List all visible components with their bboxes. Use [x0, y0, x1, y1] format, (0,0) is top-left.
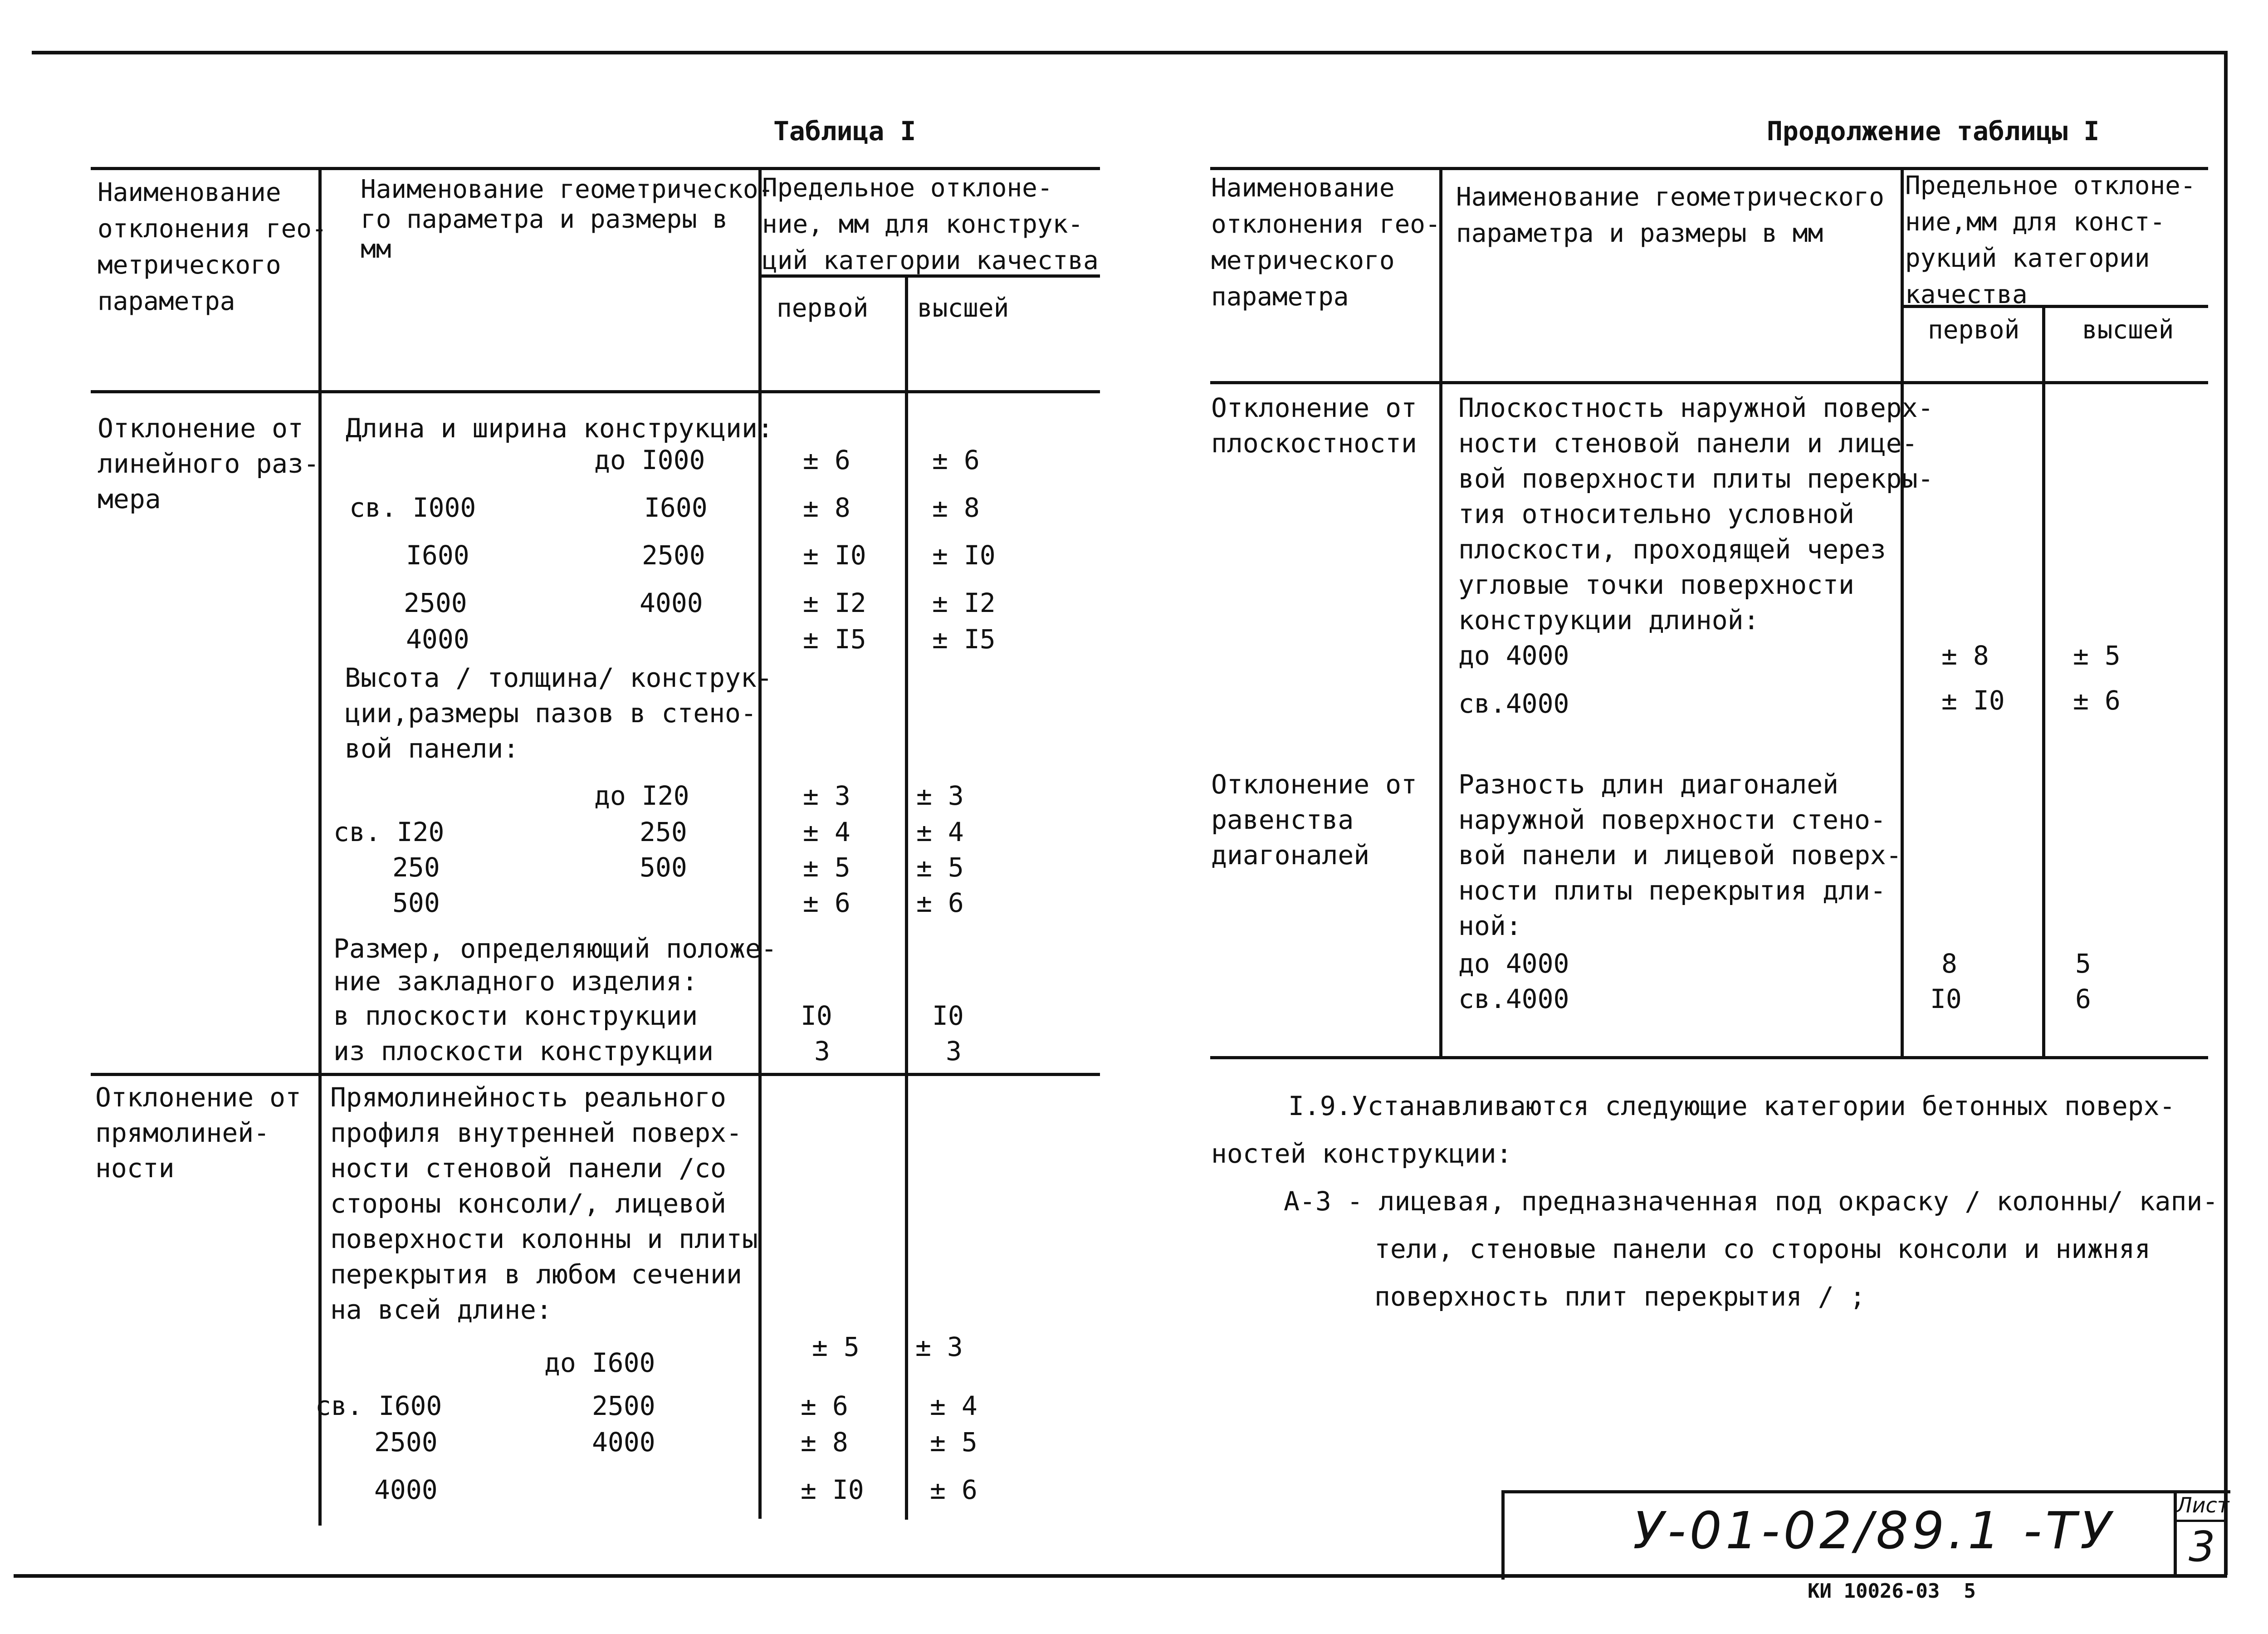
- left-s1-range-2a: св. I000: [349, 492, 476, 523]
- clause-1-9-line-2: ностей конструкции:: [1211, 1138, 1512, 1169]
- right-table-bottom-border: [1210, 1056, 2208, 1059]
- right-s2-value-1-highest: 5: [2075, 948, 2091, 979]
- right-head-first-category: первой: [1928, 315, 2020, 345]
- right-head-highest-category: высшей: [2082, 315, 2174, 345]
- left-s1-value-4-highest: ± I2: [932, 587, 996, 618]
- left-s1-value-3-highest: ± I0: [932, 540, 996, 571]
- left-s1-embedded-part-label: Размер, определяющий положе- ние закладного изделия:: [333, 933, 777, 997]
- right-s1-value-1-highest: ± 5: [2073, 640, 2121, 671]
- left-table-col-line-1: [318, 167, 322, 1526]
- left-s1-value-4-first: ± I2: [803, 587, 866, 618]
- left-s1-h-value-4-highest: ± 6: [916, 887, 964, 918]
- left-s1-in-plane-first: I0: [801, 1000, 832, 1031]
- left-s2-range-4a: 4000: [374, 1474, 438, 1505]
- right-s1-value-1-first: ± 8: [1941, 640, 1989, 671]
- left-s2-value-1-highest: ± 3: [915, 1331, 963, 1362]
- left-s1-out-of-plane-first: 3: [814, 1036, 830, 1067]
- left-s1-h-range-4a: 500: [392, 887, 440, 918]
- left-table-head-bottom: [91, 390, 1100, 393]
- left-s1-value-3-first: ± I0: [803, 540, 866, 571]
- right-s1-flatness-label: Плоскостность наружной поверх- ности стеновой панели и лице- вой поверхности плиты перекры- тия относительно условной плоскости, проходящей через угловые точки поверхности конструкции длиной:: [1458, 392, 1934, 636]
- left-s1-h-value-3-highest: ± 5: [916, 852, 964, 883]
- right-table-col-line-3: [2042, 305, 2045, 1058]
- left-s2-straightness-label: Прямолинейность реального профиля внутренней поверх- ности стеновой панели /со стороны консоли/, лицевой поверхности колонны и плиты перекрытия в любом сечении на всей длине:: [330, 1082, 758, 1325]
- left-s2-value-2-highest: ± 4: [930, 1390, 978, 1421]
- right-s2-value-2-first: I0: [1930, 983, 1962, 1014]
- left-s1-h-range-2b: 250: [640, 817, 687, 847]
- left-s1-height-thickness-label: Высота / толщина/ конструк- ции,размеры пазов в стено- вой панели:: [345, 662, 772, 764]
- right-s2-range-1: до 4000: [1458, 948, 1569, 979]
- left-s2-value-3-first: ± 8: [801, 1427, 848, 1458]
- left-s1-range-1b: до I000: [594, 445, 705, 475]
- left-s1-value-5-first: ± I5: [803, 624, 866, 655]
- clause-1-9-line-4: тели, стеновые панели со стороны консоли и нижняя: [1374, 1233, 2151, 1264]
- left-head-deviation-name: Наименование отклонения гео- метрического параметра: [98, 178, 327, 316]
- left-s1-out-of-plane-highest: 3: [946, 1036, 962, 1067]
- left-head-parameter-name: Наименование геометрическо- го параметра и размеры в мм: [361, 175, 774, 264]
- frame-top-line: [32, 51, 2227, 54]
- left-s2-value-1-first: ± 5: [812, 1331, 860, 1362]
- left-table-section-line: [91, 1073, 1100, 1076]
- left-s2-range-3b: 4000: [592, 1427, 655, 1458]
- clause-1-9-line-3: А-3 - лицевая, предназначенная под окраску / колонны/ капи-: [1284, 1186, 2219, 1217]
- left-s2-value-4-highest: ± 6: [930, 1474, 978, 1505]
- left-s1-h-range-1b: до I20: [594, 780, 689, 811]
- left-head-highest-category: высшей: [917, 294, 1009, 323]
- right-s2-diagonal-label: Разность длин диагоналей наружной поверхности стено- вой панели и лицевой поверх- ности плиты перекрытия дли- ной:: [1458, 769, 1902, 941]
- left-s1-in-plane-label: в плоскости конструкции: [333, 1000, 698, 1031]
- left-s1-h-value-3-first: ± 5: [803, 852, 850, 883]
- left-s1-range-4b: 4000: [640, 587, 703, 618]
- left-s1-h-range-2a: св. I20: [333, 817, 445, 847]
- left-s1-range-4a: 2500: [404, 587, 467, 618]
- left-s1-h-value-1-highest: ± 3: [916, 780, 964, 811]
- right-s2-value-1-first: 8: [1941, 948, 1957, 979]
- left-s1-range-5a: 4000: [406, 624, 469, 655]
- right-s2-range-2: св.4000: [1458, 983, 1569, 1014]
- right-table-title: Продолжение таблицы I: [1767, 116, 2100, 147]
- left-s2-range-2b: 2500: [592, 1390, 655, 1421]
- left-s1-value-5-highest: ± I5: [932, 624, 996, 655]
- left-s1-range-2b: I600: [644, 492, 708, 523]
- right-table-head-bottom: [1210, 381, 2208, 384]
- left-s2-value-2-first: ± 6: [801, 1390, 848, 1421]
- left-s1-in-plane-highest: I0: [932, 1000, 964, 1031]
- left-s2-range-3a: 2500: [374, 1427, 438, 1458]
- frame-right-line: [2224, 51, 2228, 1575]
- left-table-col-line-2: [758, 167, 762, 1519]
- left-s1-out-of-plane-label: из плоскости конструкции: [333, 1036, 714, 1067]
- left-s1-h-range-3a: 250: [392, 852, 440, 883]
- left-table-title: Таблица I: [773, 116, 916, 147]
- left-s2-value-3-highest: ± 5: [930, 1427, 978, 1458]
- right-s1-value-2-first: ± I0: [1941, 685, 2005, 716]
- left-s1-value-2-first: ± 8: [803, 492, 850, 523]
- left-s2-deviation-name: Отклонение от прямолиней- ности: [95, 1082, 301, 1184]
- left-s1-h-value-1-first: ± 3: [803, 780, 850, 811]
- left-s1-deviation-name: Отклонение от линейного раз- мера: [98, 413, 319, 514]
- left-head-limit-deviation: Предельное отклоне- ние, мм для конструк- ций категории качества: [762, 173, 1099, 275]
- left-s2-range-1b: до I600: [544, 1347, 655, 1378]
- left-s1-range-3b: 2500: [642, 540, 705, 571]
- right-s2-deviation-name: Отклонение от равенства диагоналей: [1211, 769, 1417, 871]
- right-s1-deviation-name: Отклонение от плоскостности: [1211, 392, 1417, 459]
- right-s2-value-2-highest: 6: [2075, 983, 2091, 1014]
- sheet-number: 3: [2189, 1522, 2215, 1571]
- left-s1-h-value-2-first: ± 4: [803, 817, 850, 847]
- right-s1-range-2: св.4000: [1458, 688, 1569, 719]
- left-s2-value-4-first: ± I0: [801, 1474, 864, 1505]
- document-code: У-01-02/89.1 -ТУ: [1633, 1502, 2115, 1561]
- left-s1-h-value-2-highest: ± 4: [916, 817, 964, 847]
- left-s1-h-range-3b: 500: [640, 852, 687, 883]
- right-s1-range-1: до 4000: [1458, 640, 1569, 671]
- right-head-parameter-name: Наименование геометрического параметра и размеры в мм: [1456, 182, 1885, 248]
- left-head-first-category: первой: [777, 294, 869, 323]
- bottom-reference-text: КИ 10026-03 5: [1808, 1580, 1976, 1603]
- left-s1-h-value-4-first: ± 6: [803, 887, 850, 918]
- left-s1-value-1-highest: ± 6: [932, 445, 980, 475]
- right-head-deviation-name: Наименование отклонения гео- метрического параметра: [1211, 173, 1441, 312]
- left-s1-value-1-first: ± 6: [803, 445, 850, 475]
- left-s1-length-width-label: Длина и ширина конструкции:: [346, 413, 773, 444]
- sheet-label: Лист: [2176, 1493, 2229, 1517]
- clause-1-9-line-1: I.9.Устанавливаются следующие категории бетонных поверх-: [1288, 1091, 2175, 1121]
- left-s2-range-2a: св. I600: [315, 1390, 442, 1421]
- left-s1-range-3a: I600: [406, 540, 469, 571]
- right-s1-value-2-highest: ± 6: [2073, 685, 2121, 716]
- left-table-col-line-3: [905, 274, 908, 1520]
- left-table-top-border: [91, 167, 1100, 170]
- right-head-limit-deviation: Предельное отклоне- ние,мм для конст- рукций категории качества: [1905, 171, 2196, 309]
- clause-1-9-line-5: поверхность плит перекрытия / ;: [1374, 1281, 1866, 1312]
- left-s1-value-2-highest: ± 8: [932, 492, 980, 523]
